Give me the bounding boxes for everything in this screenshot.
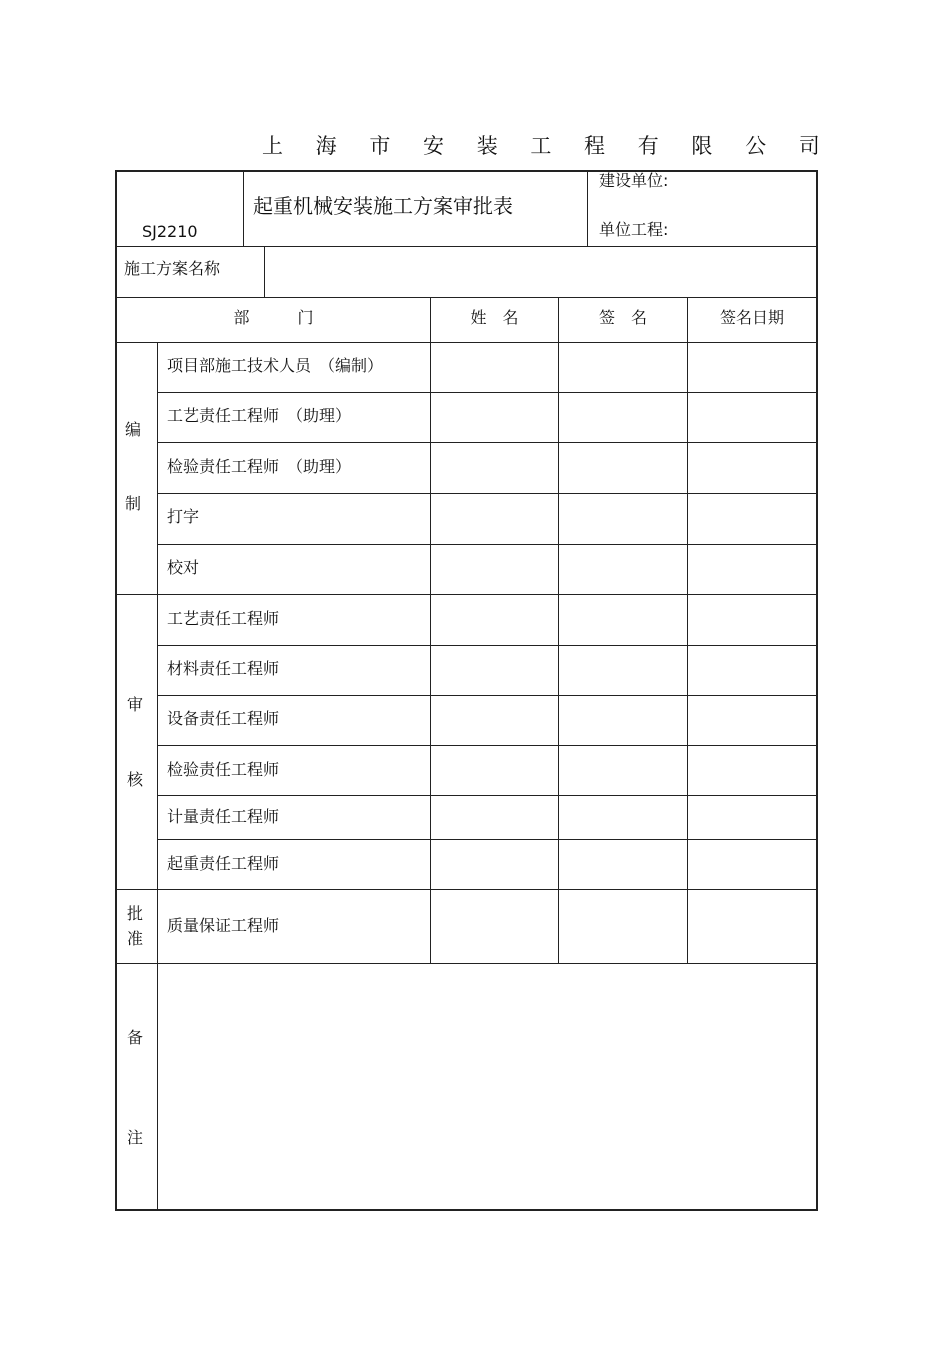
table-row-label: 设备责任工程师 <box>167 709 280 728</box>
row-line <box>157 442 817 443</box>
row-line <box>157 695 817 696</box>
row-line <box>115 246 818 247</box>
row-line <box>157 493 817 494</box>
column-line <box>558 297 559 963</box>
section-review-label-bottom: 核 <box>127 770 144 789</box>
row-line <box>157 544 817 545</box>
construction-unit-label: 建设单位: <box>599 171 669 190</box>
remarks-field[interactable] <box>159 965 815 1208</box>
header-divider-2 <box>587 170 588 246</box>
section-line <box>115 594 818 595</box>
company-name: 上 海 市 安 装 工 程 有 限 公 司 <box>262 134 833 158</box>
section-remarks-label-bottom: 注 <box>127 1128 144 1147</box>
unit-project-label: 单位工程: <box>599 220 669 239</box>
section-compile-label-top: 编 <box>125 420 142 439</box>
row-line <box>157 392 817 393</box>
plan-name-label: 施工方案名称 <box>124 259 221 278</box>
section-line <box>115 889 818 890</box>
row-line <box>115 342 818 343</box>
column-name: 姓 名 <box>470 308 519 327</box>
section-line <box>115 963 818 964</box>
section-review-label-top: 审 <box>127 695 144 714</box>
table-border-right <box>816 170 818 1211</box>
section-compile-label-bottom: 制 <box>125 494 142 513</box>
table-row-label: 质量保证工程师 <box>167 916 280 935</box>
table-row-label: 起重责任工程师 <box>167 854 280 873</box>
table-row-label: 检验责任工程师 <box>167 760 280 779</box>
table-row-label: 材料责任工程师 <box>167 659 280 678</box>
form-title: 起重机械安装施工方案审批表 <box>253 194 513 218</box>
plan-name-divider <box>264 246 265 297</box>
table-row-label: 校对 <box>167 558 200 577</box>
table-row-label: 工艺责任工程师 <box>167 609 280 628</box>
table-row-label: 工艺责任工程师 （助理） <box>167 406 352 425</box>
table-row-label: 打字 <box>167 507 200 526</box>
row-line <box>115 297 818 298</box>
column-line <box>430 297 431 963</box>
column-line <box>687 297 688 963</box>
row-line <box>157 795 817 796</box>
table-border-top <box>115 170 818 172</box>
row-line <box>157 745 817 746</box>
plan-name-field[interactable] <box>266 248 814 296</box>
table-row-label: 项目部施工技术人员 （编制） <box>167 356 384 375</box>
table-row-label: 计量责任工程师 <box>167 807 280 826</box>
row-line <box>157 645 817 646</box>
section-label-line <box>157 342 158 1210</box>
section-approve-label-top: 批 <box>127 904 144 923</box>
section-remarks-label-top: 备 <box>127 1028 144 1047</box>
row-line <box>157 839 817 840</box>
form-code: SJ2210 <box>142 222 198 241</box>
table-border-bottom <box>115 1209 818 1211</box>
section-approve-label-bottom: 准 <box>127 929 144 948</box>
column-sign-date: 签名日期 <box>719 308 784 327</box>
header-divider-1 <box>243 170 244 246</box>
table-row-label: 检验责任工程师 （助理） <box>167 457 352 476</box>
column-department: 部 门 <box>233 308 314 327</box>
column-signature: 签 名 <box>598 308 647 327</box>
